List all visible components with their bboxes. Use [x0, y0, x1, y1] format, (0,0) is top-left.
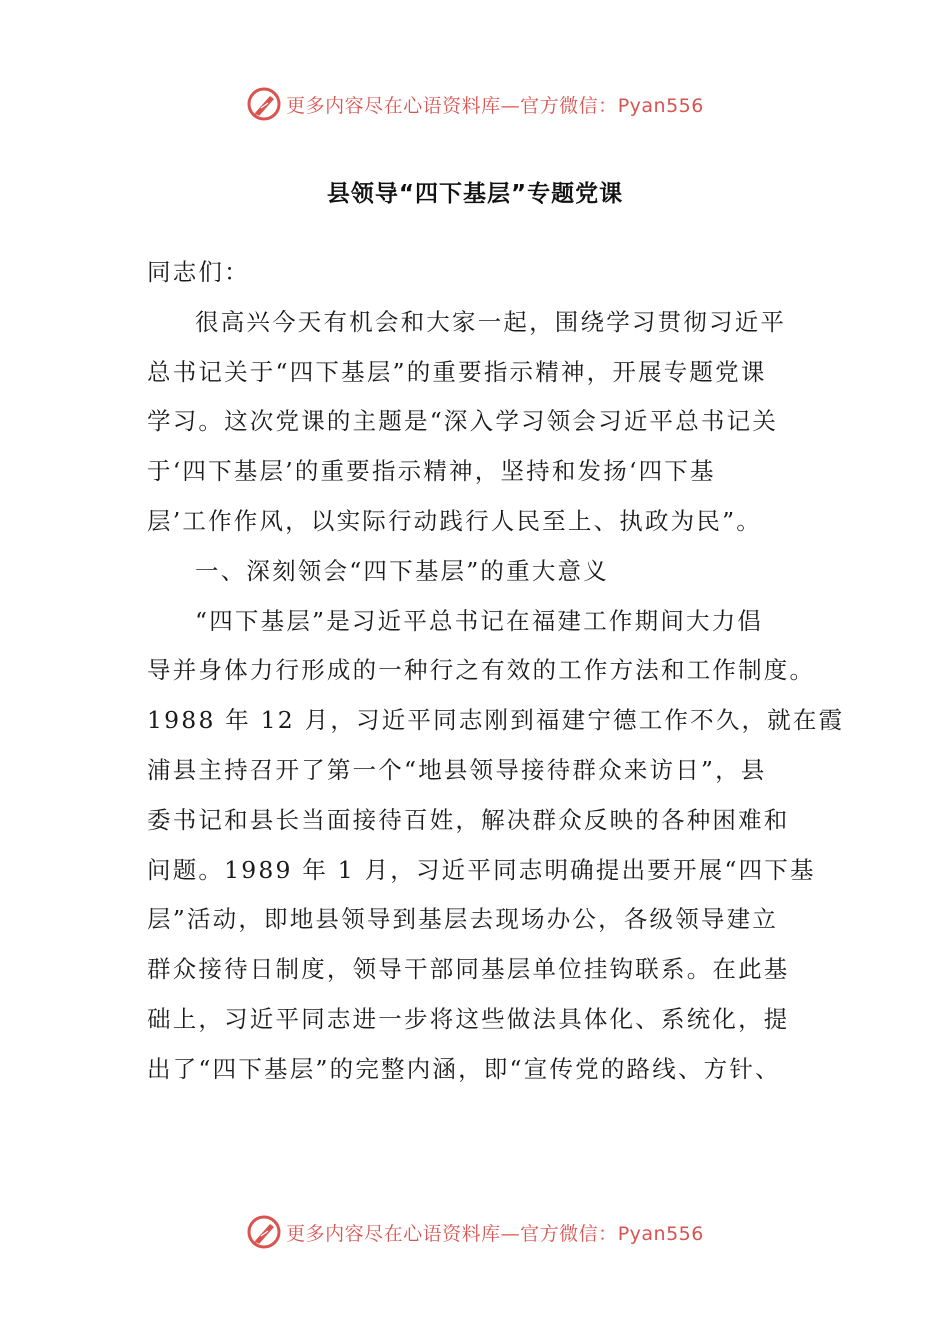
watermark-suffix: 官方微信：: [520, 94, 618, 117]
paragraph-line: 层’工作作风，以实际行动践行人民至上、执政为民”。: [147, 506, 762, 535]
paragraph-line: 础上，习近平同志进一步将这些做法具体化、系统化，提: [147, 1004, 790, 1033]
paragraph-line: 于‘四下基层’的重要指示精神，坚持和发扬‘四下基: [147, 457, 716, 486]
watermark-main: 更多内容尽在心语资料库: [286, 1222, 501, 1245]
document-title: 县领导“四下基层”专题党课: [326, 181, 624, 207]
section-heading: 一、深刻领会“四下基层”的重大意义: [195, 556, 609, 585]
watermark-wechat-id: Pyan556: [617, 1222, 704, 1245]
paragraph-line: 层”活动，即地县领导到基层去现场办公，各级领导建立: [147, 905, 779, 934]
paragraph-line: 1988 年 12 月，习近平同志刚到福建宁德工作不久，就在霞: [147, 706, 845, 735]
paragraph-line: 委书记和县长当面接待百姓，解决群众反映的各种困难和: [147, 805, 790, 834]
watermark-footer: [0, 1210, 950, 1254]
watermark-suffix: 官方微信：: [520, 1222, 618, 1245]
paragraph-line: 问题。1989 年 1 月，习近平同志明确提出要开展“四下基: [147, 855, 816, 884]
pen-logo-icon: [246, 86, 282, 122]
paragraph-line: 出了“四下基层”的完整内涵，即“宣传党的路线、方针、: [147, 1054, 781, 1083]
pen-logo-icon: [246, 1214, 282, 1250]
watermark-wechat-id: Pyan556: [617, 94, 704, 117]
watermark-separator: —: [500, 94, 521, 117]
paragraph-line: “四下基层”是习近平总书记在福建工作期间大力倡: [195, 606, 764, 635]
watermark-header: [0, 82, 950, 126]
watermark-text: [286, 1219, 704, 1246]
document-body: [147, 248, 845, 1095]
paragraph-line: 学习。这次党课的主题是“深入学习领会习近平总书记关: [147, 407, 779, 436]
paragraph-line: 很高兴今天有机会和大家一起，围绕学习贯彻习近平: [195, 307, 787, 336]
salutation: 同志们：: [147, 258, 250, 286]
watermark-separator: —: [500, 1222, 521, 1245]
paragraph-line: 群众接待日制度，领导干部同基层单位挂钩联系。在此基: [147, 955, 790, 984]
paragraph-line: 总书记关于“四下基层”的重要指示精神，开展专题党课: [147, 357, 767, 386]
watermark-text: [286, 91, 704, 118]
paragraph-line: 导并身体力行形成的一种行之有效的工作方法和工作制度。: [147, 656, 816, 685]
paragraph-line: 浦县主持召开了第一个“地县领导接待群众来访日”，县: [147, 755, 767, 784]
watermark-main: 更多内容尽在心语资料库: [286, 94, 501, 117]
